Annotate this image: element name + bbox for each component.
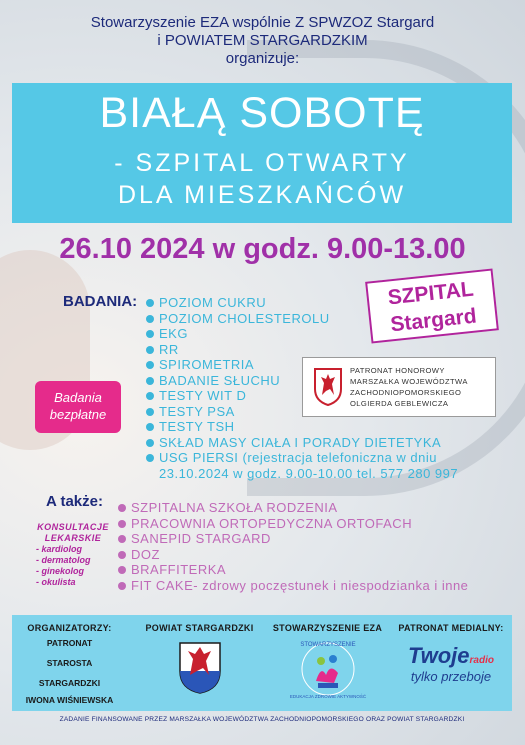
list-item: - okulista <box>36 577 76 587</box>
list-item: BADANIE SŁUCHU <box>146 373 486 389</box>
list-item: TESTY TSH <box>146 419 486 435</box>
bezplatne-badge: Badania bezpłatne <box>35 381 121 433</box>
bullet-icon <box>146 423 154 431</box>
list-item: SKŁAD MASY CIAŁA I PORADY DIETETYKA <box>146 435 486 451</box>
list-item: - ginekolog <box>36 566 84 576</box>
eza-title: STOWARZYSZENIE EZA <box>272 623 383 633</box>
header-line-3: organizuje: <box>225 50 300 67</box>
organizatorzy-column <box>12 615 127 711</box>
patronat-line-1: PATRONAT HONOROWY <box>350 366 445 375</box>
radio-slogan: tylko przeboje <box>410 669 492 684</box>
organizator-line: STARGARDZKI <box>38 678 101 688</box>
bullet-icon <box>118 520 126 528</box>
eza-column <box>260 615 395 711</box>
bullet-icon <box>146 346 154 354</box>
list-item: DOZ <box>118 547 508 563</box>
list-item: TESTY WIT D <box>146 388 486 404</box>
bullet-icon <box>146 361 154 369</box>
patronat-medialny-title: PATRONAT MEDIALNY: <box>398 623 504 633</box>
griffin-crest-icon <box>313 367 343 407</box>
bullet-icon <box>118 504 126 512</box>
header-line-1: Stowarzyszenie EZA wspólnie Z SPWZOZ Stargard <box>90 14 435 31</box>
event-subtitle-1: - SZPITAL OTWARTY <box>114 149 410 177</box>
takze-list <box>118 500 508 593</box>
list-item: BRAFFITERKA <box>118 562 508 578</box>
list-item: POZIOM CHOLESTEROLU <box>146 311 486 327</box>
hero-banner <box>12 83 512 223</box>
patronat-line-2: MARSZAŁKA WOJEWÓDZTWA <box>350 377 468 386</box>
bullet-icon <box>146 299 154 307</box>
bullet-icon <box>146 377 154 385</box>
list-item: SZPITALNA SZKOŁA RODZENIA <box>118 500 508 516</box>
organizatorzy-title: ORGANIZATORZY: <box>27 623 112 633</box>
takze-label: A także: <box>46 493 103 510</box>
bullet-icon <box>146 454 154 462</box>
list-item: USG PIERSI (rejestracja telefoniczna w dniu 23.10.2024 w godz. 9.00-10.00 tel. 577 280 997 <box>146 450 486 481</box>
szpital-stargard-badge: SZPITAL Stargard <box>365 268 499 343</box>
powiat-title: POWIAT STARGARDZKI <box>145 623 254 633</box>
bullet-icon <box>146 392 154 400</box>
financing-note: ZADANIE FINANSOWANE PRZEZ MARSZAŁKA WOJEWÓDZTWA ZACHODNIOPOMORSKIEGO ORAZ POWIAT STARGARDZKI <box>59 716 465 723</box>
konsultacje-title-2: LEKARSKIE <box>44 533 102 543</box>
header-line-2: i POWIATEM STARGARDZKIM <box>157 32 368 49</box>
event-date: 26.10 2024 w godz. 9.00-13.00 <box>59 233 466 265</box>
patronat-line-3: ZACHODNIOPOMORSKIEGO <box>350 388 462 397</box>
event-title: BIAŁĄ SOBOTĘ <box>99 89 425 137</box>
list-item: PRACOWNIA ORTOPEDYCZNA ORTOFACH <box>118 516 508 532</box>
eza-logo-icon <box>288 635 368 701</box>
patronat-medialny-column <box>390 615 512 711</box>
bullet-icon <box>146 330 154 338</box>
konsultacje-title-1: KONSULTACJE <box>37 522 109 532</box>
list-item: RR <box>146 342 486 358</box>
list-item: SPIROMETRIA <box>146 357 486 373</box>
list-item: SANEPID STARGARD <box>118 531 508 547</box>
eza-logo-text-top: STOWARZYSZENIE <box>299 642 356 648</box>
list-item: EKG <box>146 326 486 342</box>
bullet-icon <box>118 535 126 543</box>
list-item: - dermatolog <box>36 555 91 565</box>
footer-band <box>12 615 512 711</box>
eza-logo-text-bottom: EDUKACJA ZDROWIE AKTYWNOŚĆ <box>289 694 366 699</box>
bullet-icon <box>118 566 126 574</box>
organizator-line: IWONA WIŚNIEWSKA <box>25 695 114 705</box>
powiat-column <box>132 615 267 711</box>
badania-label: BADANIA: <box>63 293 138 310</box>
patronat-line-4: OLGIERDA GEBLEWICZA <box>350 399 449 408</box>
organizator-line: STAROSTA <box>46 658 93 668</box>
organizer-header <box>0 14 525 68</box>
bullet-icon <box>118 551 126 559</box>
powiat-crest-icon <box>178 641 222 695</box>
radio-name: Twoje <box>408 643 470 668</box>
list-item: - kardiolog <box>36 544 83 554</box>
bullet-icon <box>118 582 126 590</box>
radio-word: radio <box>469 655 494 666</box>
patronat-honorowy-box <box>302 357 496 417</box>
bullet-icon <box>146 408 154 416</box>
konsultacje-lekarskie <box>30 522 116 588</box>
organizator-line: PATRONAT <box>46 638 93 648</box>
twoje-radio-logo <box>390 643 512 669</box>
bullet-icon <box>146 439 154 447</box>
bullet-icon <box>146 315 154 323</box>
list-item: POZIOM CUKRU <box>146 295 486 311</box>
list-item: FIT CAKE- zdrowy poczęstunek i niespodzianka i inne <box>118 578 508 594</box>
event-subtitle-2: DLA MIESZKAŃCÓW <box>117 181 407 209</box>
list-item: TESTY PSA <box>146 404 486 420</box>
